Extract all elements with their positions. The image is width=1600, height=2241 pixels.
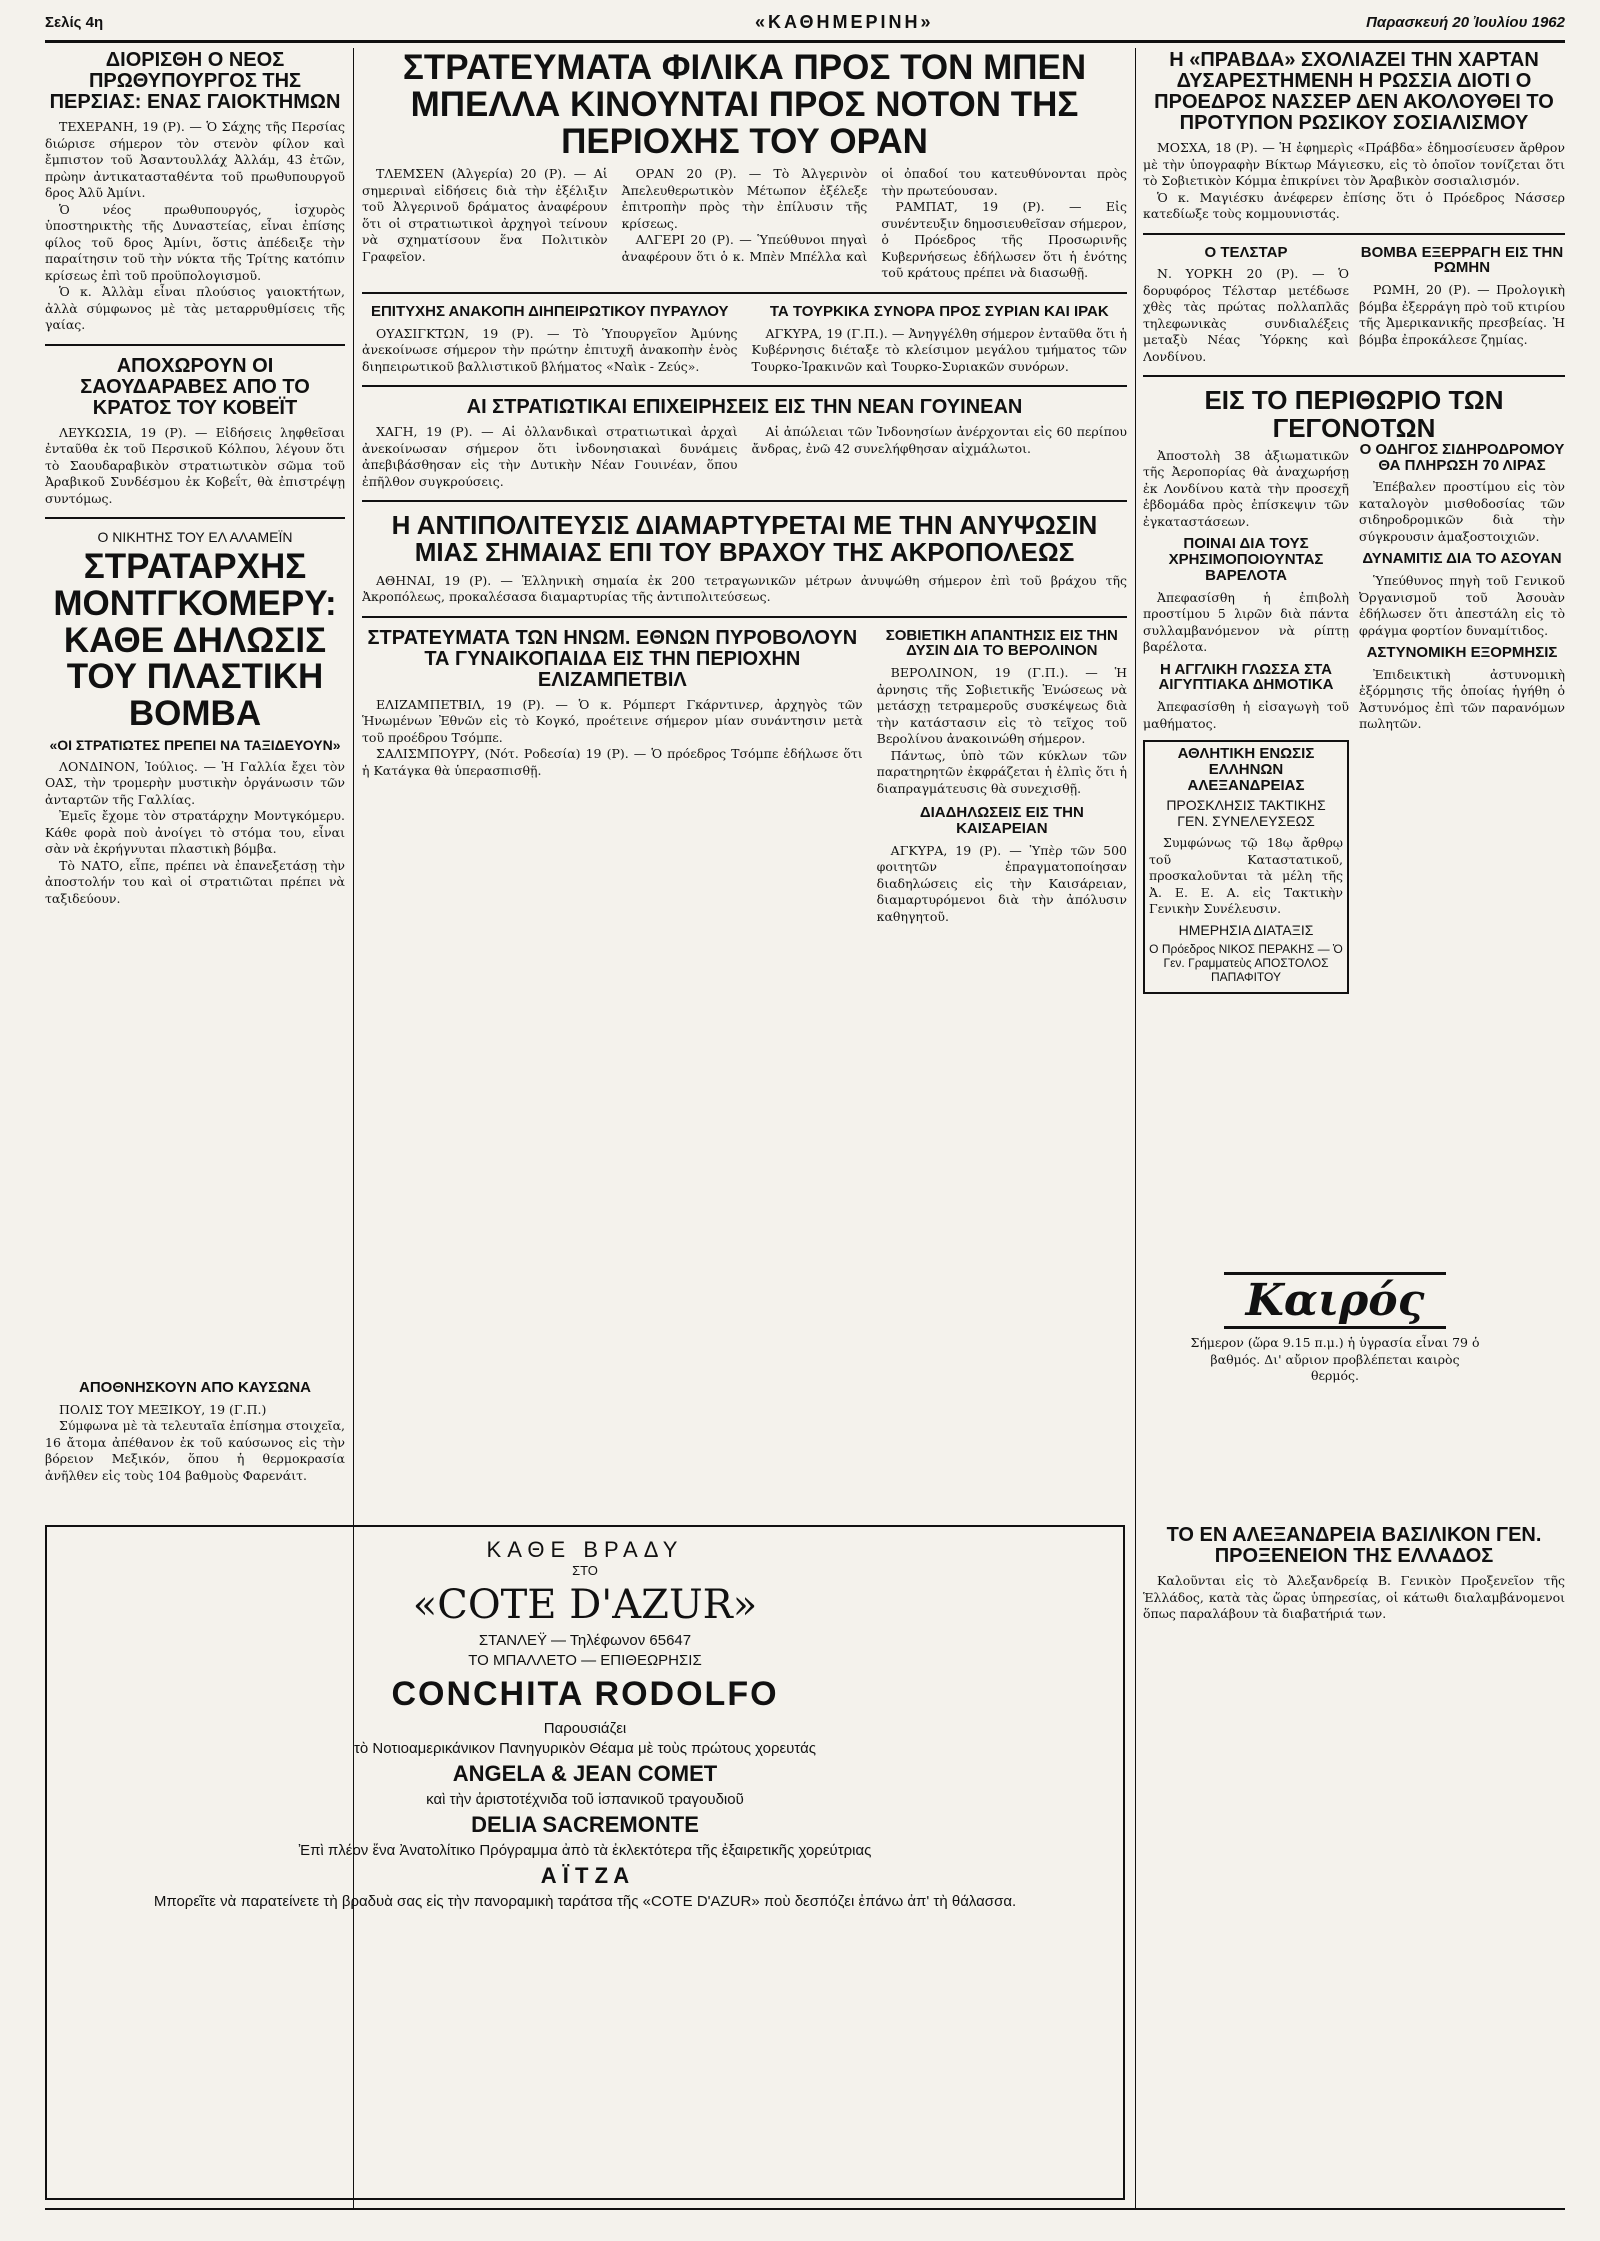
signature: Ο Πρόεδρος ΝΙΚΟΣ ΠΕΡΑΚΗΣ — Ὁ Γεν. Γραμματεὺς ΑΠΟΣΤΟΛΟΣ ΠΑΠΑΦΙΤΟΥ [1149,941,1343,984]
headline: Η ΑΓΓΛΙΚΗ ΓΛΩΣΣΑ ΣΤΑ ΑΙΓΥΠΤΙΑΚΑ ΔΗΜΟΤΙΚΑ [1158,660,1334,694]
article-body: ΑΘΗΝΑΙ, 19 (Ρ). — Ἑλληνικὴ σημαία ἐκ 200 τετραγωνικῶν μέτρων ἀνυψώθη σήμερον ἐπὶ τοῦ βράχου τῆς Ἀκροπόλεως, προκαλέσασα διαμαρτυρίας τῆς ἀντιπολιτεύσεως. [362,572,1127,605]
headline: ΑΙ ΣΤΡΑΤΙΩΤΙΚΑΙ ΕΠΙΧΕΙΡΗΣΕΙΣ ΕΙΣ ΤΗΝ ΝΕΑΝ ΓΟΥΙΝΕΑΝ [466,396,1023,418]
divider [362,385,1127,387]
article-heatwave [45,1380,345,1520]
headline: Ο ΤΕΛΣΤΑΡ [1204,243,1288,261]
headline: ΣΤΡΑΤΕΥΜΑΤΑ ΤΩΝ ΗΝΩΜ. ΕΘΝΩΝ ΠΥΡΟΒΟΛΟΥΝ ΤΑ ΓΥΝΑΙΚΟΠΑΙΔΑ ΕΙΣ ΤΗΝ ΠΕΡΙΟΧΗΝ ΕΛΙΖΑΜΠΕΤΒΙΛ [367,626,858,691]
bottom-rule [45,2208,1565,2210]
margin-right [1359,442,1565,994]
article-consulate [1143,1525,1565,2200]
article-telstar [1143,245,1349,366]
headline: Ο ΟΔΗΓΟΣ ΣΙΔΗΡΟΔΡΟΜΟΥ ΘΑ ΠΛΗΡΩΣΗ 70 ΛΙΡΑΣ [1359,440,1565,474]
article-body: Ὑπεύθυνος πηγὴ τοῦ Γενικοῦ Ὀργανισμοῦ τοῦ Ἀσουὰν ἐδήλωσεν ὅτι ἀπεστάλη εἰς τὸ φράγμα φορτίον δυναμίτιδος. [1359,573,1565,638]
article-borders [752,304,1128,375]
main-headline: ΣΤΡΑΤΕΥΜΑΤΑ ΦΙΛΙΚΑ ΠΡΟΣ ΤΟΝ ΜΠΕΝ ΜΠΕΛΛΑ ΚΙΝΟΥΝΤΑΙ ΠΡΟΣ ΝΟΤΟΝ ΤΗΣ ΠΕΡΙΟΧΗΣ ΤΟΥ ΟΡΑΝ [402,50,1087,161]
article-persia [45,50,345,334]
article-body: ΛΟΝΔΙΝΟΝ, Ἰούλιος. — Ἡ Γαλλία ἔχει τὸν ΟΑΣ, τὴν τρομερὴν μυστικὴν ὀργάνωσιν τῶν ἀνταρτῶν τῆς Γαλλίας. Ἐμεῖς ἔχομε τὸν στρατάρχην Μοντγκόμερυ. Κάθε φορὰ ποὺ ἀνοίγει τὸ στόμα του, εἶναι σὰν νὰ ἐκρήγνυται πλαστικὴ βόμβα. Τὸ ΝΑΤΟ, εἶπε, πρέπει νὰ ἐπανεξετάσῃ τὴν ἀποστολήν του καὶ οἱ στρατιῶται πρέπει νὰ ταξιδεύουν. [45,758,345,906]
article-rome [1359,245,1565,366]
article-oran [362,50,1127,282]
divider [362,500,1127,502]
headline: Η «ΠΡΑΒΔΑ» ΣΧΟΛΙΑΖΕΙ ΤΗΝ ΧΑΡΤΑΝ ΔΥΣΑΡΕΣΤΗΜΕΝΗ Η ΡΩΣΣΙΑ ΔΙΟΤΙ Ο ΠΡΟΕΔΡΟΣ ΝΑΣΣΕΡ ΔΕΝ ΑΚΟΛΟΥΘΕΙ ΤΟ ΠΡΟΤΥΠΟΝ ΡΩΣΙΚΟΥ ΣΟΣΙΑΛΙΣΜΟΥ [1154,50,1554,134]
weather-text: Σήμερον (ὥρα 9.15 π.μ.) ἡ ὑγρασία εἶναι 79 ὁ βαθμός. Δι' αὔριον προβλέπεται καιρὸς θερμός. [1190,1335,1480,1383]
performer-name: ANGELA & JEAN COMET [452,1761,718,1786]
headline: ΔΥΝΑΜΙΤΙΣ ΔΙΑ ΤΟ ΑΣΟΥΑΝ [1362,550,1562,568]
subheadline: ΠΡΟΣΚΛΗΣΙΣ ΤΑΚΤΙΚΗΣ ΓΕΝ. ΣΥΝΕΛΕΥΣΕΩΣ [1166,797,1326,830]
article-body: ΑΓΚΥΡΑ, 19 (Γ.Π.). — Ἀνηγγέλθη σήμερον ἐνταῦθα ὅτι ἡ Κυβέρνησις διέταξε τὸ κλείσιμον μεγάλου τμήματος τῶν Τουρκο-Ἰρακινῶν καὶ Τουρκο-Συριακῶν συνόρων. [751,325,1127,374]
performer-name: CONCHITA RODOLFO [391,1675,779,1713]
divider [1143,375,1565,377]
masthead [45,12,1565,38]
divider [362,616,1127,618]
article-pravda [1143,50,1565,223]
article-soviet [877,628,1127,926]
association-notice [1143,740,1349,994]
headline: ΔΙΟΡΙΣΘΗ Ο ΝΕΟΣ ΠΡΩΘΥΠΟΥΡΓΟΣ ΤΗΣ ΠΕΡΣΙΑΣ: ΕΝΑΣ ΓΑΙΟΚΤΗΜΩΝ [49,50,341,113]
article-body: ΟΥΑΣΙΓΚΤΩΝ, 19 (Ρ). — Τὸ Ὑπουργεῖον Ἀμύνης ἀνεκοίνωσε σήμερον τὴν πρώτην ἐπιτυχῆ ἀνακοπὴν ἑνὸς διηπειρωτικοῦ βαλλιστικοῦ βλήματος «Ναὶκ - Ζεύς». [362,325,738,374]
masthead-rule [45,40,1565,43]
venue-name: «COTE D'AZUR» [412,1582,758,1628]
margin-left [1143,442,1349,994]
performer-name: DELIA SACREMONTE [471,1812,699,1837]
short-news-row [1143,245,1565,366]
article-body: Ἀπεφασίσθη ἡ ἐπιβολὴ προστίμου 5 λιρῶν διὰ πάντα συλλαμβανόμενον νὰ ρίπτῃ βαρέλοτα. [1143,589,1349,655]
cote-dazur-advertisement: ΚΑΘΕ ΒΡΑΔΥ ΣΤΟ «COTE D'AZUR» ΣΤΑΝΛΕΫ — Τηλέφωνον 65647 ΤΟ ΜΠΑΛΛΕΤΟ — ΕΠΙΘΕΩΡΗΣΙΣ CONCHITA RODOLFO Παρουσιάζει τὸ Νοτιοαμερικάνικον Πανηγυρικὸν Θέαμα μὲ τοὺς πρώτους χορευτάς ANGELA & JEAN COMET καὶ τὴν ἀριστοτέχνιδα τοῦ ἱσπανικοῦ τραγουδιοῦ DELIA SACREMONTE Ἐπὶ πλέον ἕνα Ἀνατολίτικο Πρόγραμμα ἀπὸ τὰ ἐκλεκτότερα τῆς ἐξαιρετικῆς χορεύτριας Α Ϊ Τ Ζ Α Μπορεῖτε νὰ παρατείνετε τὴ βραδυὰ σας εἰς τὴν πανοραμικὴ ταράτσα τῆς «COTE D'AZUR» ποὺ δεσπόζει ἐπάνω ἀπ' τὴ θάλασσα. [45,1525,1125,2200]
agenda-title: ΗΜΕΡΗΣΙΑ ΔΙΑΤΑΞΙΣ [1178,921,1314,938]
article-body: ΜΟΣΧΑ, 18 (Ρ). — Ἡ ἐφημερὶς «Πράβδα» ἐδημοσίευσεν ἄρθρον μὲ τὴν ὑπογραφὴν Βίκτωρ Μάγιεσκυ, εἰς τὸ ὁποῖον τονίζεται ὅτι τὸ Σοβιετικὸν Κόμμα ἐπικρίνει τὸν Ἀραβικὸν σοσιαλισμόν. Ὁ κ. Μαγιέσκυ ἀνέφερεν ἐπίσης ὅτι ὁ Πρόεδρος Νάσσερ κατεδίωξε τοὺς κομμουνιστάς. [1143,140,1565,221]
divider [1143,233,1565,235]
headline: ΑΘΛΗΤΙΚΗ ΕΝΩΣΙΣ ΕΛΛΗΝΩΝ ΑΛΕΞΑΝΔΡΕΙΑΣ [1177,745,1315,794]
article-body: ΑΓΚΥΡΑ, 19 (Ρ). — Ὑπὲρ τῶν 500 φοιτητῶν ἐπραγματοποίησαν διαδηλώσεις εἰς τὴν Καισάρειαν, διαμαρτυρόμενοι διὰ τὴν ἀπόλυσιν καθηγητοῦ. [876,842,1127,924]
article-acropolis [362,512,1127,606]
article-body: Ἀποστολὴ 38 ἀξιωματικῶν τῆς Ἀεροπορίας θὰ ἀναχωρήσῃ ἐκ Λονδίνου κατὰ τὴν προσεχῆ ἑβδομάδα πρὸς ἐπίσκεψιν τῶν ἐγκαταστάσεων. [1143,447,1349,529]
article-body: ΤΕΧΕΡΑΝΗ, 19 (Ρ). — Ὁ Σάχης τῆς Περσίας διώρισε σήμερον τὸν στενὸν φίλον καὶ ἔμπιστον τοῦ Ἀσαντουλλάχ Ἀλλάμ, 43 ἐτῶν, πρὼην ἀντικατασταθέντα τοῦ πρωθυπουργοῦ δρος Ἀλῦ Ἀμίνι. Ὁ νέος πρωθυπουργός, ἰσχυρὸς ὑποστηρικτὴς τῆς Δυναστείας, εἶναι ἐπίσης φίλος τοῦ δρος Ἀμίνι, ὅστις ἀπέδειξε τὴν παραίτησιν τοῦ τὴν νύκτα τῆς Τρίτης κατόπιν κρίσεως ἐπὶ τοῦ προϋπολογισμοῦ. Ὁ κ. Ἀλλὰμ εἶναι πλούσιος γαιοκτήτων, ἀλλὰ σύμφωνος μὲ τὰς μεταρρυθμίσεις τῆς γαίας. [45,119,345,332]
article-body: Ἐπέβαλεν προστίμου εἰς τὸν καταλογὸν μισθοδοσίας τῶν σιδηροδρομικῶν διὰ τὴν σύγκρουσιν ἁμαξοστοιχιῶν. [1359,479,1565,544]
article-body: ΧΑΓΗ, 19 (Ρ). — Αἱ ὀλλανδικαὶ στρατιωτικαὶ ἀρχαὶ ἀνεκοίνωσαν σήμερον ὅτι ἰνδονησιακαὶ δυνάμεις ἀπεβιβάσθησαν εἰς τὴν Δυτικὴν Νέαν Γουινέαν, ὅπου ἐπῆλθον συγκρούσεις. Αἱ ἀπώλειαι τῶν Ἰνδονησίων ἀνέρχονται εἰς 60 περίπου ἄνδρας, ἐνῶ 42 συνελήφθησαν αἰχμάλωτοι. [362,424,1127,489]
article-body: ΕΛΙΖΑΜΠΕΤΒΙΛ, 19 (Ρ). — Ὁ κ. Ρόμπερτ Γκάρντινερ, ἀρχηγὸς τῶν Ἡνωμένων Ἐθνῶν εἰς τὸ Κογκό, προέτεινε σήμερον μίαν συνάντησιν μετὰ τοῦ προέδρου Τσόμπε. ΣΑΛΙΣΜΠΟΥΡΥ, (Νότ. Ροδεσία) 19 (Ρ). — Ὁ πρόεδρος Τσόμπε ἐδήλωσε ὅτι ἡ Κατάγκα θὰ ὑπερασπισθῇ. [362,696,863,778]
article-body: ΒΕΡΟΛΙΝΟΝ, 19 (Γ.Π.). — Ἡ ἀρνησις τῆς Σοβιετικῆς Ἑνώσεως νὰ μετάσχῃ τετραμεροῦς συσκέψεως διὰ τὴν κατάστασιν εἰς τὸ τεῖχος τοῦ Βερολίνου ἀνακοινώθη σήμερον. Πάντως, ὑπὸ τῶν κύκλων τῶν παρατηρητῶν ἐκφράζεται ἡ ἐλπὶς ὅτι ἡ διαπραγμάτευσις θὰ συνεχισθῇ. [876,665,1127,796]
headline: ΔΙΑΔΗΛΩΣΕΙΣ ΕΙΣ ΤΗΝ ΚΑΙΣΑΡΕΙΑΝ [919,804,1084,837]
issue-date: Παρασκευή 20 Ἰουλίου 1962 [1366,14,1565,31]
headline: ΕΠΙΤΥΧΗΣ ΑΝΑΚΟΠΗ ΔΙΗΠΕΙΡΩΤΙΚΟΥ ΠΥΡΑΥΛΟΥ [370,302,729,320]
headline: ΤΟ ΕΝ ΑΛΕΞΑΝΔΡΕΙΑ ΒΑΣΙΛΙΚΟΝ ΓΕΝ. ΠΡΟΞΕΝΕΙΟΝ ΤΗΣ ΕΛΛΑΔΟΣ [1166,1525,1542,1567]
headline: ΑΠΟΧΩΡΟΥΝ ΟΙ ΣΑΟΥΔΑΡΑΒΕΣ ΑΠΟ ΤΟ ΚΡΑΤΟΣ ΤΟΥ ΚΟΒΕΪΤ [80,354,310,419]
weather-box [1185,1272,1485,1385]
article-guinea [362,397,1127,490]
subheadline: «ΟΙ ΣΤΡΑΤΙΩΤΕΣ ΠΡΕΠΕΙ ΝΑ ΤΑΞΙΔΕΥΟΥΝ» [49,736,341,753]
article-missile [362,304,738,375]
divider [45,344,345,346]
article-elizabethville [362,628,863,926]
article-body: Συμφώνως τῷ 18ῳ ἄρθρῳ τοῦ Καταστατικοῦ, προσκαλοῦνται τὰ μέλη τῆς Ἀ. Ε. Ε. Α. εἰς Τακτικὴν Γενικὴν Συνέλευσιν. [1149,835,1343,917]
short-news-row [362,304,1127,375]
article-body: ΠΟΛΙΣ ΤΟΥ ΜΕΞΙΚΟΥ, 19 (Γ.Π.) Σύμφωνα μὲ τὰ τελευταῖα ἐπίσημα στοιχεῖα, 16 ἄτομα ἀπέθανον ἐκ τοῦ καύσωνος εἰς τὴν βόρειον Μεξικόν, ὅπου ἡ θερμοκρασία ἀνῆλθεν εἰς τοὺς 104 βαθμοὺς Φαρενάιτ. [45,1401,345,1483]
headline: ΣΟΒΙΕΤΙΚΗ ΑΠΑΝΤΗΣΙΣ ΕΙΣ ΤΗΝ ΔΥΣΙΝ ΔΙΑ ΤΟ ΒΕΡΟΛΙΝΟΝ [885,626,1118,660]
headline: ΠΟΙΝΑΙ ΔΙΑ ΤΟΥΣ ΧΡΗΣΙΜΟΠΟΙΟΥΝΤΑΣ ΒΑΡΕΛΟΤΑ [1168,535,1324,584]
kicker: Ο ΝΙΚΗΤΗΣ ΤΟΥ ΕΛ ΑΛΑΜΕΪΝ [97,529,293,545]
article-body: ΤΛΕΜΣΕΝ (Ἀλγερία) 20 (Ρ). — Αἱ σημεριναὶ εἰδήσεις διὰ τὴν ἐξέλιξιν τοῦ Ἀλγερινοῦ δράματος ἀναφέρουν ὅτι οἱ στρατιωτικοὶ ἀρχηγοὶ τείνουν νὰ σχηματίσουν ἕνα Πολιτικὸν Γραφεῖον. ΟΡΑΝ 20 (Ρ). — Τὸ Ἀλγερινὸν Ἀπελευθερωτικὸν Μέτωπον ἐξέλεξε ἐπιτροπὴν πρὸς τὴν ἐπίλυσιν τῆς κρίσεως. ΑΛΓΕΡΙ 20 (Ρ). — Ὑπεύθυνοι πηγαὶ ἀναφέρουν ὅτι ὁ κ. Μπὲν Μπέλλα καὶ οἱ ὀπαδοί του κατευθύνονται πρὸς τὴν πρωτεύουσαν. ΡΑΜΠΑΤ, 19 (Ρ). — Εἰς συνέντευξιν δημοσιευθεῖσαν σήμερον, ὁ Πρόεδρος τῆς Προσωρινῆς Κυβερνήσεως ἐδήλωσεν ὅτι ἡ ἑνότης τοῦ κράτους πρέπει νὰ διασωθῇ. [362,166,1127,281]
headline: ΤΑ ΤΟΥΡΚΙΚΑ ΣΥΝΟΡΑ ΠΡΟΣ ΣΥΡΙΑΝ ΚΑΙ ΙΡΑΚ [769,302,1109,320]
headline: ΒΟΜΒΑ ΕΞΕΡΡΑΓΗ ΕΙΣ ΤΗΝ ΡΩΜΗΝ [1360,243,1564,277]
margin-section [1143,442,1565,994]
article-body: Ἀπεφασίσθη ἡ εἰσαγωγὴ τοῦ μαθήματος. [1143,699,1349,731]
article-montgomery [45,529,345,907]
headline: ΣΤΡΑΤΑΡΧΗΣ ΜΟΝΤΓΚΟΜΕΡΥ: ΚΑΘΕ ΔΗΛΩΣΙΣ ΤΟΥ ΠΛΑΣΤΙΚΗ ΒΟΜΒΑ [53,547,337,733]
article-body: ΡΩΜΗ, 20 (Ρ). — Προλογικὴ βόμβα ἐξερράγη πρὸ τοῦ κτιρίου τῆς Ἀμερικανικῆς πρεσβείας. Ἡ βόμβα ἐπροκάλεσε ζημίας. [1359,282,1565,347]
newspaper-title: «ΚΑΘΗΜΕΡΙΝΗ» [755,12,934,32]
article-body: Ν. ΥΟΡΚΗ 20 (Ρ). — Ὁ δορυφόρος Τέλσταρ μετέδωσε χθὲς τὰς πρώτας πολλαπλᾶς τηλεφωνικὰς συνδιαλέξεις μεταξὺ Νέας Ὑόρκης καὶ Λονδίνου. [1143,266,1349,364]
article-body: Καλοῦνται εἰς τὸ Ἀλεξανδρείᾳ Β. Γενικὸν Προξενεῖον τῆς Ἑλλάδος, κατὰ τὰς ὥρας ὑπηρεσίας, οἱ κάτωθι διαλαμβάνομενοι ὅπως παραλάβουν τὰ διαβατήριά των. [1143,1573,1565,1621]
page-number: Σελίς 4η [45,14,104,31]
divider [45,517,345,519]
headline: ΑΣΤΥΝΟΜΙΚΗ ΕΞΟΡΜΗΣΙΣ [1366,644,1558,662]
weather-logo: Καιρός [1224,1272,1447,1329]
headline: ΑΠΟΘΝΗΣΚΟΥΝ ΑΠΟ ΚΑΥΣΩΝΑ [78,1380,311,1396]
headline: Η ΑΝΤΙΠΟΛΙΤΕΥΣΙΣ ΔΙΑΜΑΡΤΥΡΕΤΑΙ ΜΕ ΤΗΝ ΑΝΥΨΩΣΙΝ ΜΙΑΣ ΣΗΜΑΙΑΣ ΕΠΙ ΤΟΥ ΒΡΑΧΟΥ ΤΗΣ ΑΚΡΟΠΟΛΕΩΣ [391,510,1098,568]
section-title: ΕΙΣ ΤΟ ΠΕΡΙΘΩΡΙΟ ΤΩΝ ΓΕΓΟΝΟΤΩΝ [1204,385,1504,443]
article-saudi [45,356,345,508]
article-body: ΛΕΥΚΩΣΙΑ, 19 (Ρ). — Εἰδήσεις ληφθεῖσαι ἐνταῦθα ἐκ τοῦ Περσικοῦ Κόλπου, λέγουν ὅτι τὸ Σαουδαραβικὸν στρατιωτικὸν σῶμα τοῦ Ἀραβικοῦ Συνδέσμου ἐκ Κοβεΐτ, θὰ ἐπιστρέψῃ συντόμως. [45,424,345,506]
column-rule [1135,48,1136,2208]
article-body: Ἐπιδεικτικὴ ἀστυνομικὴ ἐξόρμησις τῆς ὁποίας ἡγήθη ὁ Ἀστυνόμος ἐπὶ τῶν παρανόμων πωλητῶν. [1359,666,1565,732]
divider [362,292,1127,294]
lower-news-row [362,628,1127,926]
performer-name: Α Ϊ Τ Ζ Α [540,1863,630,1888]
center-column [362,50,1127,1520]
